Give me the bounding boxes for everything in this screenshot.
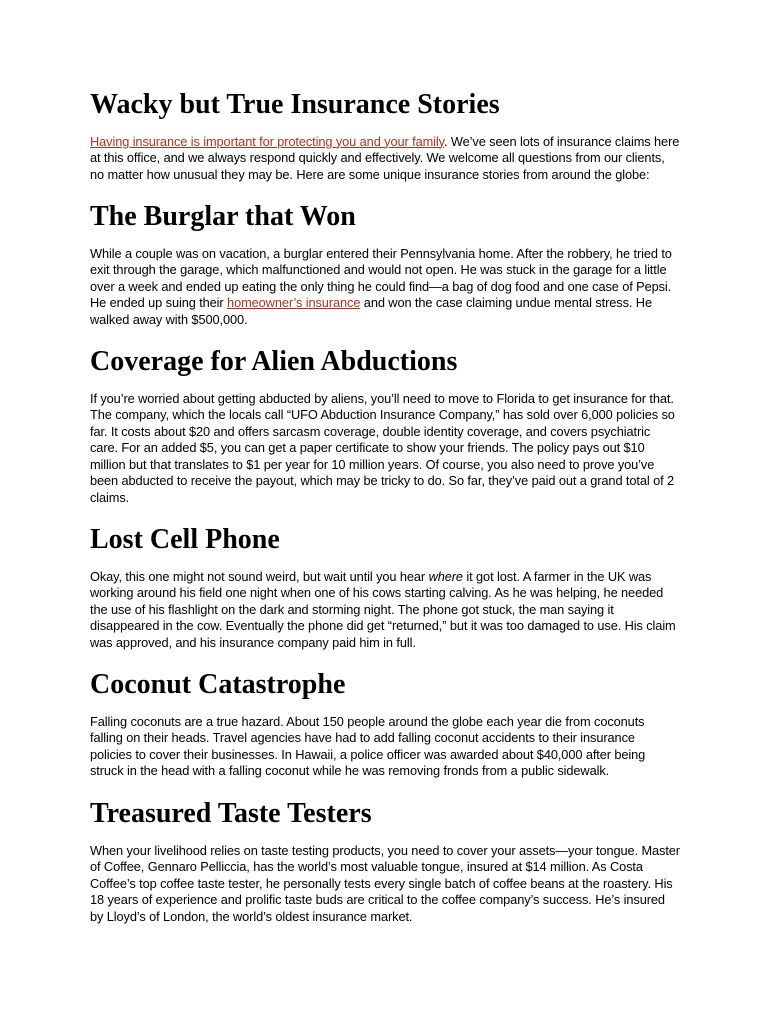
- page-title: Wacky but True Insurance Stories: [90, 89, 500, 120]
- section-heading-taste: Treasured Taste Testers: [90, 797, 372, 829]
- section-body-cell-phone: [90, 569, 680, 652]
- homeowners-insurance-link[interactable]: homeowner’s insurance: [227, 295, 361, 311]
- insurance-importance-link[interactable]: Having insurance is important for protecting you and your family: [90, 133, 444, 149]
- section-heading-cell-phone: Lost Cell Phone: [90, 524, 280, 556]
- cell-text-end: it got lost. A farmer in the UK was working around his field one night when one of his cows starting calving. As he was helping, he needed the use of his flashlight on the dark and storming night. The phone got stuck, the man saying it disappeared in the cow. Eventually the phone did get “returned,” but it was too damaged to use. His claim was approved, and his insurance company paid him in full.: [90, 568, 676, 650]
- cell-text-start: Okay, this one might not sound weird, but wait until you hear: [90, 568, 429, 584]
- section-heading-coconut: Coconut Catastrophe: [90, 669, 346, 701]
- section-body-taste: When your livelihood relies on taste testing products, you need to cover your assets—your tongue. Master of Coffee, Gennaro Pelliccia, has the world’s most valuable tongue, insured at $14 million. As Costa Coffee’s top coffee taste tester, he personally tests every single batch of coffee beans at the roastery. His 18 years of experience and prolific taste buds are critical to the coffee company’s success. He’s insured by Lloyd’s of London, the world’s oldest insurance market.: [90, 842, 680, 924]
- section-heading-burglar: The Burglar that Won: [90, 201, 356, 233]
- section-body-coconut: Falling coconuts are a true hazard. About 150 people around the globe each year die from coconuts falling on their heads. Travel agencies have had to add falling coconut accidents to their insurance policies to cover their businesses. In Hawaii, a police officer was awarded about $40,000 after being struck in the head with a falling coconut while he was removing fronds from a public sidewalk.: [90, 713, 646, 779]
- cell-emphasis: where: [428, 568, 463, 584]
- burglar-text-start: While a couple was on vacation, a burglar entered their Pennsylvania home. After the robbery, he tried to exit through the garage, which malfunctioned and would not open. He was stuck in the garage for a little over a week and ended up eating the only thing he could find—a bag of dog food and one case of Pepsi. He ended up suing their: [90, 245, 672, 311]
- intro-text: . We’ve seen lots of insurance claims here at this office, and we always respond quickly and effectively. We welcome all questions from our clients, no matter how unusual they may be. Here are some unique insurance stories from around the globe:: [90, 133, 680, 182]
- section-body-alien: If you’re worried about getting abducted by aliens, you’ll need to move to Florida to get insurance for that. The company, which the locals call “UFO Abduction Insurance Company,” has sold over 6,000 policies so far. It costs about $20 and offers sarcasm coverage, double identity coverage, and covers psychiatric care. For an added $5, you can get a paper certificate to show your friends. The policy pays out $10 million but that translates to $1 per year for 10 million years. Of course, you also need to prove you’ve been abducted to receive the payout, which may be tricky to do. So far, they’ve paid out a grand total of 2 claims.: [90, 390, 675, 505]
- intro-paragraph: [90, 134, 680, 184]
- burglar-text-end: and won the case claiming undue mental stress. He walked away with $500,000.: [90, 295, 652, 327]
- section-heading-alien: Coverage for Alien Abductions: [90, 346, 458, 378]
- section-body-burglar: [90, 246, 680, 329]
- document-page: [90, 88, 680, 942]
